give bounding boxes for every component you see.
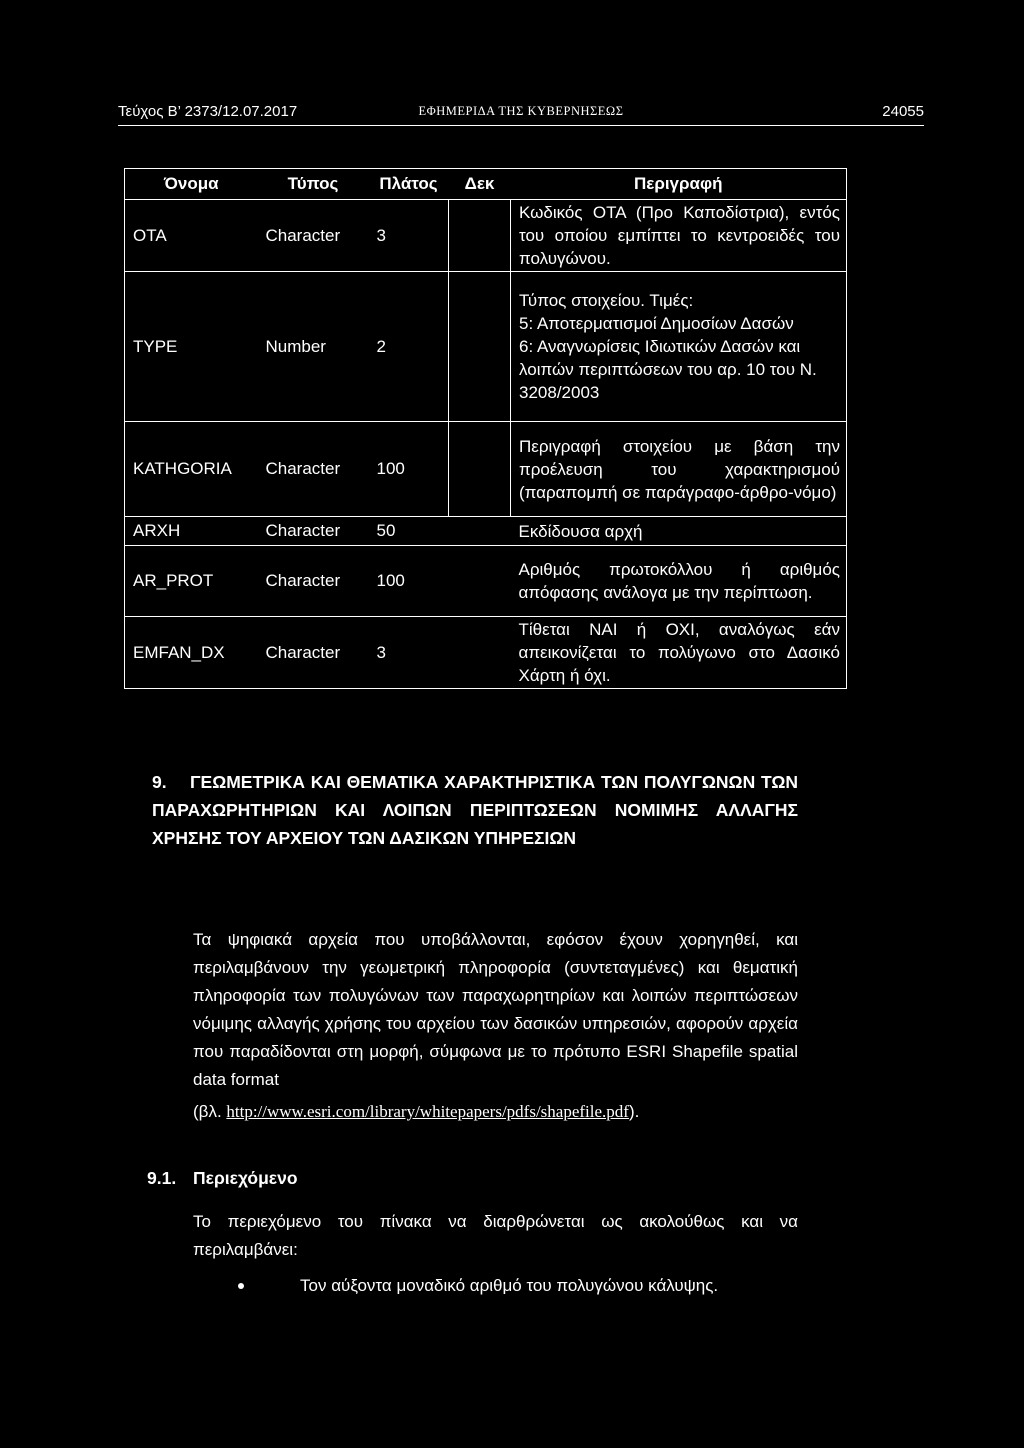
cell-width: 100: [369, 546, 449, 617]
cell-description: [511, 272, 847, 422]
header-description: Περιγραφή: [511, 169, 847, 200]
cell-type: Character: [258, 617, 369, 689]
reference-prefix: (βλ.: [193, 1102, 227, 1121]
gazette-title: ΕΦΗΜΕΡΙΔΑ ΤΗΣ ΚΥΒΕΡΝΗΣΕΩΣ: [418, 104, 624, 118]
description-line: 5: Αποτερματισμοί Δημοσίων Δασών: [519, 314, 794, 333]
cell-description: Τίθεται ΝΑΙ ή ΟΧΙ, αναλόγως εάν απεικονίζεται το πολύγωνο στο Δασικό Χάρτη ή όχι.: [511, 617, 847, 689]
cell-name: KATHGORIA: [125, 422, 258, 517]
cell-dec: [449, 200, 511, 272]
header-name: Όνομα: [125, 169, 258, 200]
section-title: Περιεχόμενο: [193, 1168, 298, 1188]
cell-description: Αριθμός πρωτοκόλλου ή αριθμός απόφασης ανάλογα με την περίπτωση.: [511, 546, 847, 617]
cell-dec: [449, 617, 511, 689]
issue-number: Τεύχος Β’ 2373/12.07.2017: [118, 103, 298, 120]
table-row: [125, 272, 847, 422]
bullet-list: [238, 1272, 718, 1300]
header-type: Τύπος: [258, 169, 369, 200]
cell-width: 3: [369, 617, 449, 689]
cell-dec: [449, 546, 511, 617]
section-number: 9.: [152, 772, 167, 792]
cell-type: Character: [258, 546, 369, 617]
cell-description: Κωδικός ΟΤΑ (Προ Καποδίστρια), εντός του οποίου εμπίπτει το κεντροειδές του πολυγώνου.: [511, 200, 847, 272]
cell-width: 100: [369, 422, 449, 517]
section-title: ΓΕΩΜΕΤΡΙΚΑ ΚΑΙ ΘΕΜΑΤΙΚΑ ΧΑΡΑΚΤΗΡΙΣΤΙΚΑ ΤΩΝ ΠΟΛΥΓΩΝΩΝ ΤΩΝ ΠΑΡΑΧΩΡΗΤΗΡΙΩΝ ΚΑΙ ΛΟΙΠΩΝ ΠΕΡΙΠΤΩΣΕΩΝ ΝΟΜΙΜΗΣ ΑΛΛΑΓΗΣ ΧΡΗΣΗΣ ΤΟΥ ΑΡΧΕΙΟΥ ΤΩΝ ΔΑΣΙΚΩΝ ΥΠΗΡΕΣΙΩΝ: [152, 772, 798, 848]
cell-width: 3: [369, 200, 449, 272]
header-dec: Δεκ: [449, 169, 511, 200]
cell-name: ARXH: [125, 517, 258, 546]
description-line: 6: Αναγνωρίσεις Ιδιωτικών Δασών και λοιπών περιπτώσεων του αρ. 10 του Ν. 3208/2003: [519, 337, 817, 402]
cell-name: TYPE: [125, 272, 258, 422]
cell-width: 2: [369, 272, 449, 422]
cell-dec: [449, 422, 511, 517]
header-width: Πλάτος: [369, 169, 449, 200]
cell-dec: [449, 517, 511, 546]
cell-name: EMFAN_DX: [125, 617, 258, 689]
cell-description: Εκδίδουσα αρχή: [511, 517, 847, 546]
cell-name: AR_PROT: [125, 546, 258, 617]
cell-type: Character: [258, 422, 369, 517]
section-9-1-heading: [147, 1168, 298, 1189]
list-item: [238, 1272, 718, 1300]
cell-width: 50: [369, 517, 449, 546]
paragraph-text: Τα ψηφιακά αρχεία που υποβάλλονται, εφόσον έχουν χορηγηθεί, και περιλαμβάνουν την γεωμετρική πληροφορία (συντεταγμένες) και θεματική πληροφορία των πολυγώνων των παραχωρητηρίων και λοιπών περιπτώσεων νόμιμης αλλαγής χρήσης του αρχείου των δασικών υπηρεσιών, αφορούν αρχεία που παραδίδονται στη μορφή, σύμφωνα με το πρότυπο ESRI Shapefile spatial data format: [193, 930, 798, 1089]
table-row: [125, 422, 847, 517]
table-header-row: [125, 169, 847, 200]
section-9-1-paragraph: Το περιεχόμενο του πίνακα να διαρθρώνεται ως ακολούθως και να περιλαμβάνει:: [193, 1212, 798, 1259]
page-number: 24055: [882, 103, 924, 120]
cell-type: Number: [258, 272, 369, 422]
page-header: [118, 103, 924, 126]
table-row: [125, 546, 847, 617]
bullet-icon: [238, 1283, 244, 1289]
cell-dec: [449, 272, 511, 422]
cell-description: Περιγραφή στοιχείου με βάση την προέλευση του χαρακτηρισμού (παραπομπή σε παράγραφο-άρθρο-νόμο): [511, 422, 847, 517]
cell-name: OTA: [125, 200, 258, 272]
cell-type: Character: [258, 517, 369, 546]
list-item-text: Τον αύξοντα μοναδικό αριθμό του πολυγώνου κάλυψης.: [300, 1276, 719, 1295]
shapefile-spec-link[interactable]: http://www.esri.com/library/whitepapers/pdfs/shapefile.pdf: [226, 1102, 629, 1121]
cell-type: Character: [258, 200, 369, 272]
table-row: [125, 200, 847, 272]
reference-suffix: ).: [628, 1102, 640, 1121]
section-number: 9.1.: [147, 1168, 177, 1188]
table-row: [125, 617, 847, 689]
fields-table: [124, 168, 847, 689]
table-row: [125, 517, 847, 546]
section-9-heading: [152, 768, 798, 852]
description-line: Τύπος στοιχείου. Τιμές:: [519, 291, 694, 310]
section-9-paragraph: [193, 926, 798, 1126]
